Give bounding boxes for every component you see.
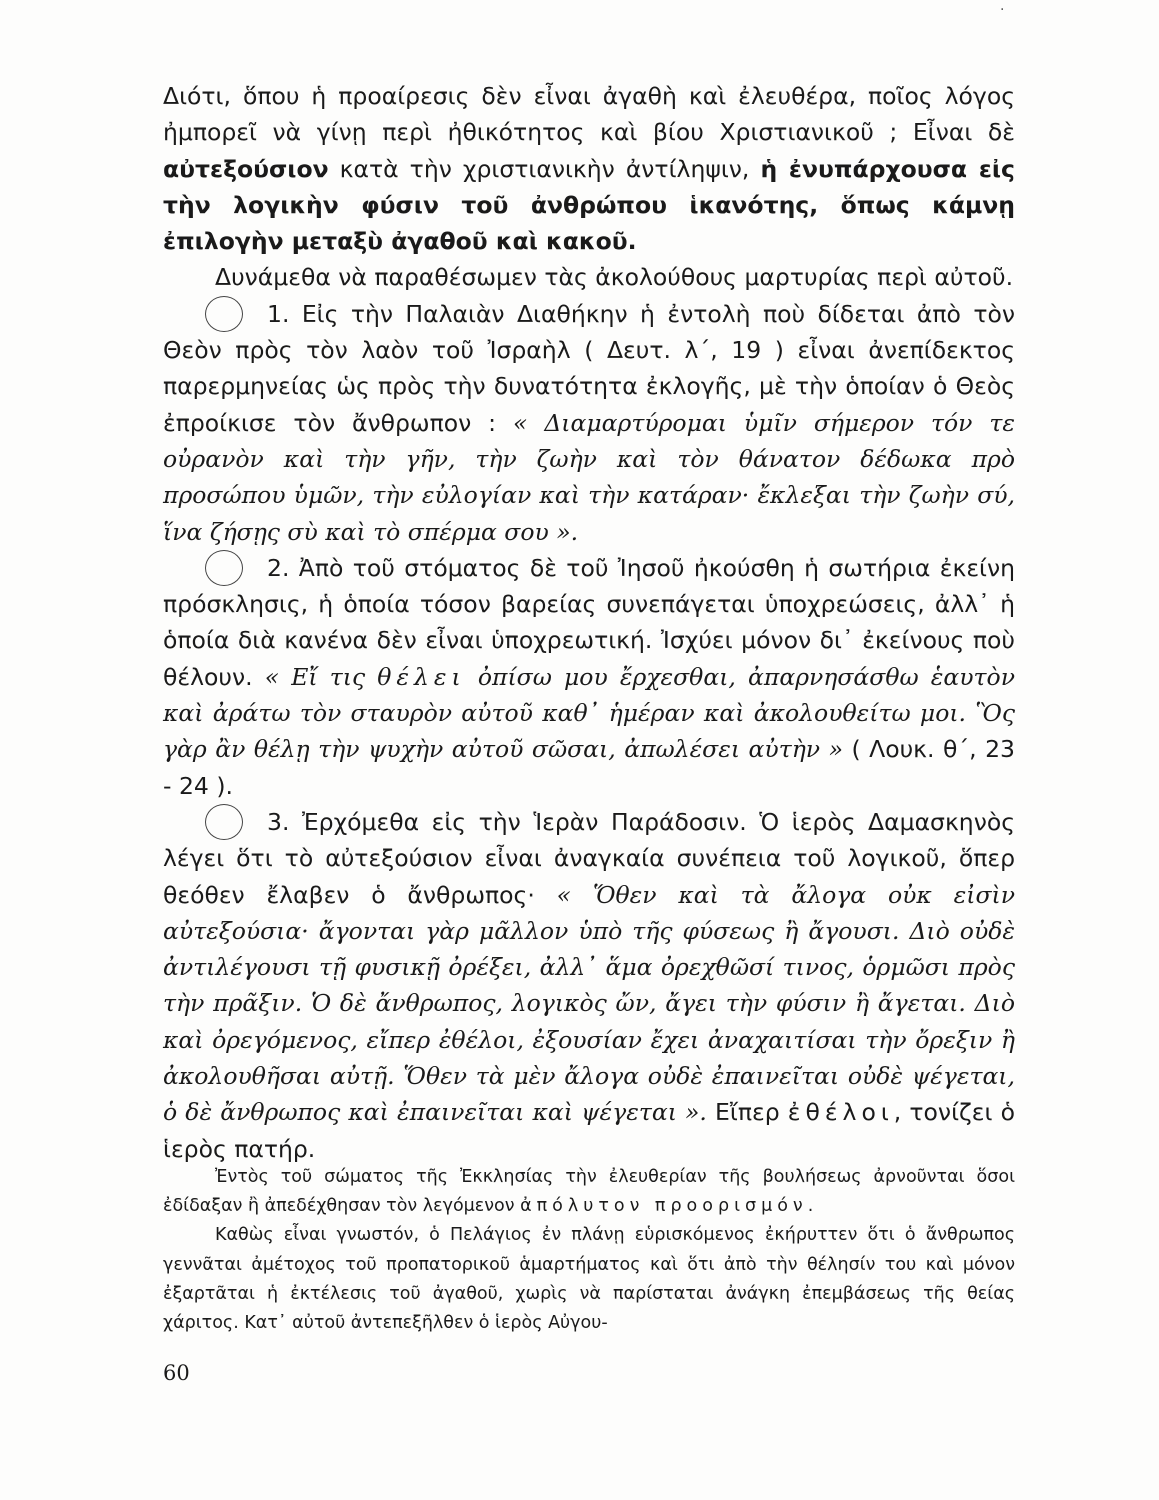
- footnote-1: Ἐντὸς τοῦ σώματος τῆς Ἐκκλησίας τὴν ἐλευθερίαν τῆς βουλήσεως ἀρνοῦνται ὅσοι ἐδίδαξαν ἢ ἀπεδέχθησαν τὸν λεγόμενον ἀπόλυτον προορισμόν.: [163, 1167, 1015, 1217]
- item-number-2: 2.: [215, 550, 289, 586]
- item-number-1: 1.: [215, 296, 289, 332]
- page-number: 60: [163, 1361, 190, 1385]
- corner-mark: ·: [1000, 2, 1005, 18]
- pencil-circle-mark: [205, 296, 243, 332]
- quote-damascene: « Ὅθεν καὶ τὰ ἄλογα οὐκ εἰσὶν αὐτεξούσια· ἄγονται γὰρ μᾶλλον ὑπὸ τῆς φύσεως ἢ ἄγουσι. Διὸ οὐδὲ ἀντιλέγουσι τῇ φυσικῇ ὀρέξει, ἀλλ᾿ ἅμα ὀρεχθῶσί τινος, ὁρμῶσι πρὸς τὴν πρᾶξιν. Ὁ δὲ ἄνθρωπος, λογικὸς ὤν, ἄγει τὴν φύσιν ἢ ἄγεται. Διὸ καὶ ὀρεγόμενος, εἴπερ ἐθέλοι, ἐξουσίαν ἔχει ἀναχαιτίσαι τὴν ὄρεξιν ἢ ἀκολουθῆσαι αὐτῇ. Ὅθεν τὰ μὲν ἄλογα οὐδὲ ἐπαινεῖται οὐδὲ ψέγεται, ὁ δὲ ἄνθρωπος καὶ ἐπαινεῖται καὶ ψέγεται ».: [163, 880, 1015, 1127]
- bold-term: αὐτεξούσιον: [163, 154, 329, 183]
- paragraph-3: 1. Εἰς τὴν Παλαιὰν Διαθήκην ἡ ἐντολὴ ποὺ δίδεται ἀπὸ τὸν Θεὸν πρὸς τὸν λαὸν τοῦ Ἰσραὴλ ( Δευτ. λ΄, 19 ) εἶναι ἀνεπίδεκτος παρερμηνείας ὡς πρὸς τὴν δυνατότητα ἐκλογῆς, μὲ τὴν ὁποίαν ὁ Θεὸς ἐπροίκισε τὸν ἄνθρωπον : « Διαμαρτύρομαι ὑμῖν σήμερον τόν τε οὐρανὸν καὶ τὴν γῆν, τὴν ζωὴν καὶ τὸν θάνατον δέδωκα πρὸ προσώπου ὑμῶν, τὴν εὐλογίαν καὶ τὴν κατάραν· ἔκλεξαι τὴν ζωὴν σύ, ἵνα ζήσῃς σὺ καὶ τὸ σπέρμα σου ».: [163, 296, 1015, 550]
- spaced-term: ἀπόλυτον προορισμόν: [520, 1196, 808, 1217]
- pencil-circle-mark: [205, 804, 243, 840]
- footnotes: [163, 1163, 1015, 1338]
- spaced-word: ἐθέλοι: [787, 1098, 894, 1127]
- main-text: [163, 78, 1015, 1167]
- pencil-circle-mark: [205, 550, 243, 586]
- footnote-2: Καθὼς εἶναι γνωστόν, ὁ Πελάγιος ἐν πλάνῃ εὑρισκόμενος ἐκήρυττεν ὅτι ὁ ἄνθρωπος γεννᾶται ἀμέτοχος τοῦ προπατορικοῦ ἁμαρτήματος καὶ ὅτι ἀπὸ τὴν θέλησίν του καὶ μόνον ἐξαρτᾶται ἡ ἐκτέλεσις τοῦ ἀγαθοῦ, χωρὶς νὰ παρίσταται ἀνάγκη ἐπεμβάσεως τῆς θείας χάριτος. Κατ᾿ αὐτοῦ ἀντεπεξῆλθεν ὁ ἱερὸς Αὐγου-: [163, 1225, 1015, 1334]
- bold-definition: ἡ ἐνυπάρχουσα εἰς τὴν λογικὴν φύσιν τοῦ ἀνθρώπου ἱκανότης, ὅπως κάμνῃ ἐπιλογὴν μεταξὺ ἀγαθοῦ καὶ κακοῦ.: [163, 154, 1015, 256]
- paragraph-1: Διότι, ὅπου ἡ προαίρεσις δὲν εἶναι ἀγαθὴ καὶ ἐλευθέρα, ποῖος λόγος ἠμπορεῖ νὰ γίνῃ περὶ ἠθικότητος καὶ βίου Χριστιανικοῦ ; Εἶναι δὲ αὐτεξούσιον κατὰ τὴν χριστιανικὴν ἀντίληψιν, ἡ ἐνυπάρχουσα εἰς τὴν λογικὴν φύσιν τοῦ ἀνθρώπου ἱκανότης, ὅπως κάμνῃ ἐπιλογὴν μεταξὺ ἀγαθοῦ καὶ κακοῦ.: [163, 82, 1015, 256]
- item-number-3: 3.: [215, 804, 289, 840]
- paragraph-4: 2. Ἀπὸ τοῦ στόματος δὲ τοῦ Ἰησοῦ ἠκούσθη ἡ σωτήρια ἐκείνη πρόσκλησις, ἡ ὁποία τόσον βαρείας συνεπάγεται ὑποχρεώσεις, ἀλλ᾿ ἡ ὁποία διὰ κανένα δὲν εἶναι ὑποχρεωτική. Ἰσχύει μόνον δι᾿ ἐκείνους ποὺ θέλουν. « Εἴ τις θέλει ὀπίσω μου ἔρχεσθαι, ἀπαρνησάσθω ἑαυτὸν καὶ ἀράτω τὸν σταυρὸν αὐτοῦ καθ᾿ ἡμέραν καὶ ἀκολουθείτω μοι. Ὃς γὰρ ἂν θέλῃ τὴν ψυχὴν αὐτοῦ σῶσαι, ἀπωλέσει αὐτὴν » ( Λουκ. θ΄, 23 - 24 ).: [163, 550, 1015, 804]
- paragraph-5: 3. Ἐρχόμεθα εἰς τὴν Ἱερὰν Παράδοσιν. Ὁ ἱερὸς Δαμασκηνὸς λέγει ὅτι τὸ αὐτεξούσιον εἶναι ἀναγκαία συνέπεια τοῦ λογικοῦ, ὅπερ θεόθεν ἔλαβεν ὁ ἄνθρωπος· « Ὅθεν καὶ τὰ ἄλογα οὐκ εἰσὶν αὐτεξούσια· ἄγονται γὰρ μᾶλλον ὑπὸ τῆς φύσεως ἢ ἄγουσι. Διὸ οὐδὲ ἀντιλέγουσι τῇ φυσικῇ ὀρέξει, ἀλλ᾿ ἅμα ὀρεχθῶσί τινος, ὁρμῶσι πρὸς τὴν πρᾶξιν. Ὁ δὲ ἄνθρωπος, λογικὸς ὤν, ἄγει τὴν φύσιν ἢ ἄγεται. Διὸ καὶ ὀρεγόμενος, εἴπερ ἐθέλοι, ἐξουσίαν ἔχει ἀναχαιτίσαι τὴν ὄρεξιν ἢ ἀκολουθῆσαι αὐτῇ. Ὅθεν τὰ μὲν ἄλογα οὐδὲ ἐπαινεῖται οὐδὲ ψέγεται, ὁ δὲ ἄνθρωπος καὶ ἐπαινεῖται καὶ ψέγεται ». Εἴπερ ἐθέλοι, τονίζει ὁ ἱερὸς πατήρ.: [163, 804, 1015, 1167]
- quote-luke: « Εἴ τις θέλει ὀπίσω μου ἔρχεσθαι, ἀπαρνησάσθω ἑαυτὸν καὶ ἀράτω τὸν σταυρὸν αὐτοῦ καθ᾿ ἡμέραν καὶ ἀκολουθείτω μοι. Ὃς γὰρ ἂν θέλῃ τὴν ψυχὴν αὐτοῦ σῶσαι, ἀπωλέσει αὐτὴν »: [163, 662, 1015, 764]
- quote-deuteronomy: « Διαμαρτύρομαι ὑμῖν σήμερον τόν τε οὐρανὸν καὶ τὴν γῆν, τὴν ζωὴν καὶ τὸν θάνατον δέδωκα πρὸ προσώπου ὑμῶν, τὴν εὐλογίαν καὶ τὴν κατάραν· ἔκλεξαι τὴν ζωὴν σύ, ἵνα ζήσῃς σὺ καὶ τὸ σπέρμα σου ».: [163, 408, 1015, 546]
- paragraph-2: Δυνάμεθα νὰ παραθέσωμεν τὰς ἀκολούθους μαρτυρίας περὶ αὐτοῦ.: [215, 263, 1014, 292]
